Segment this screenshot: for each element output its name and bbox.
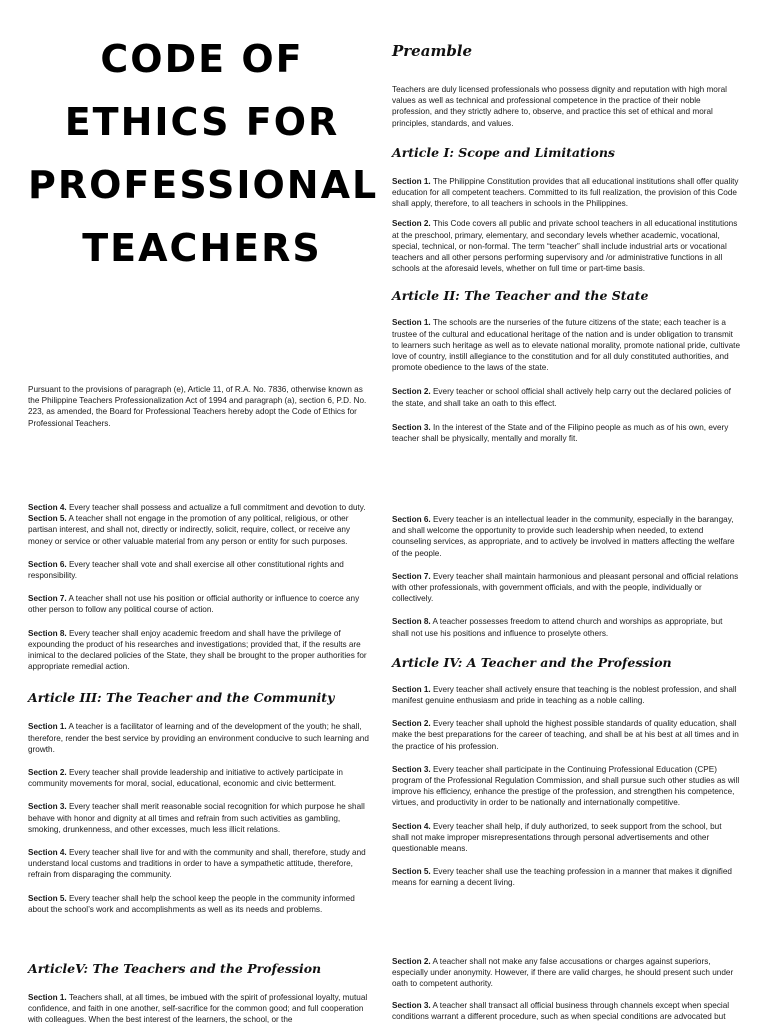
preamble-text: Teachers are duly licensed professionals who possess dignity and reputation with high moral values as well as technical and professional competence in the practice of their noble profession, and they strictly adhere to, observe, and practice this set of ethical and moral principles, standards, and values. [392,85,727,128]
document-title [28,28,379,280]
preamble-heading: Preamble [392,42,473,60]
intro-block [28,384,373,438]
article-5-section-2: Section 2. A teacher shall not make any false accusations or charges against superiors, especially under anonymity. However, if there are valid charges, he should present such under oath to competent authority. [392,957,734,989]
article-5-heading: ArticleV: The Teachers and the Profession [28,961,322,976]
article-4-section-3: Section 3. Every teacher shall participate in the Continuing Professional Education (CPE) program of the Professional Regulation Commission, and shall pursue such other studies as will improve his efficiency, enhance the prestige of the profession, and strengthen his competence, virtues, and productivity in order to be nationally and internationally competitive. [392,764,740,808]
title-line-1: CODE OF [100,37,304,81]
article-2-section-7: Section 7. A teacher shall not use his position or official authority or influence to coerce any other person to follow any political course of action. [28,594,360,615]
right-column-1 [392,42,740,453]
intro-paragraph: Pursuant to the provisions of paragraph (e), Article 11, of R.A. No. 7836, otherwise known as the Philippine Teachers Professionalization Act of 1994 and paragraph (a), section 6, P.D. No. 223, as amended, the Board for Professional Teachers hereby adopt the Code of Ethics for Professional Teachers. [28,385,367,428]
article-4-section-1: Section 1. Every teacher shall actively ensure that teaching is the noblest profession, and shall manifest genuine enthusiasm and pride in teaching as a noble calling. [392,684,737,706]
title-line-2: ETHICS FOR [64,100,340,144]
article-3-section-7: Section 7. Every teacher shall maintain harmonious and pleasant personal and official relations with other professionals, with government officials, and with the people, individually or collectively. [392,571,739,604]
article-4-section-4: Section 4. Every teacher shall help, if duly authorized, to seek support from the school, but shall not make improper misrepresentations through personal advertisements and other questionable means. [392,821,722,854]
article-1-section-1: Section 1. The Philippine Constitution provides that all educational institutions shall offer quality education for all competent teachers. Committed to its full realization, the provision of this Code shall apply, therefore, to all teachers in schools in the Philippines. [392,176,739,209]
article-3-section-6: Section 6. Every teacher is an intellectual leader in the community, especially in the barangay, and shall welcome the opportunity to provide such leadership when needed, to extend counseling services, as appropriate, and to actively be involved in matters affecting the welfare of the people. [392,515,735,558]
article-2-section-6: Section 6. Every teacher shall vote and shall exercise all other constitutional rights and responsibility. [28,559,344,581]
article-3-section-2: Section 2. Every teacher shall provide leadership and initiative to actively participate in community movements for moral, social, educational, economic and civic betterment. [28,768,343,789]
right-column-2 [392,514,740,898]
article-2-section-8: Section 8. Every teacher shall enjoy academic freedom and shall have the privilege of expounding the product of his researches and investigations; provided that, if the results are inimical to the declared policies of the State, they shall be brought to the proper authorities for appropriate remedial action. [28,628,367,672]
article-4-section-5: Section 5. Every teacher shall use the teaching profession in a manner that makes it dignified means for earning a decent living. [392,867,732,888]
article-5-section-3: Section 3. A teacher shall transact all official business through channels except when special conditions warrant a different procedure, such as when special conditions are advocated but [392,1000,730,1021]
article-3-section-1: Section 1. A teacher is a facilitator of learning and of the development of the youth; he shall, therefore, render the best service by providing an environment conducive to such learning and growth. [28,722,369,754]
article-3-section-5: Section 5. Every teacher shall help the school keep the people in the community informed about the school’s work and accomplishments as well as its needs and problems. [28,893,355,914]
article-2-section-4: Section 4. Every teacher shall possess and actualize a full commitment and devotion to duty. [28,503,366,512]
article-2-section-5: Section 5. A teacher shall not engage in the promotion of any political, religious, or other partisan interest, and shall not, directly or indirectly, solicit, require, collect, or receive any money or service or other valuable material from any person or entity for such purposes. [28,514,351,546]
article-3-section-3: Section 3. Every teacher shall merit reasonable social recognition for which purpose he shall behave with honor and dignity at all times and refrain from such activities as gambling, smoking, drunkenness, and other excesses, much less illicit relations. [28,802,365,834]
article-2-section-2: Section 2. Every teacher or school official shall actively help carry out the declared policies of the state, and shall take an oath to this effect. [392,387,731,408]
title-line-3: PROFESSIONAL [28,163,379,207]
article-3-section-8: Section 8. A teacher possesses freedom to attend church and worships as appropriate, but shall not use his positions and influence to proselyte others. [392,617,723,638]
article-3-heading: Article III: The Teacher and the Community [28,690,335,706]
right-column-3 [392,956,740,1031]
article-2-section-1: Section 1. The schools are the nurseries of the future citizens of the state; each teacher is a trustee of the cultural and educational heritage of the nation and is under obligation to transmit to learners such heritage as well as to elevate national morality, promote national pride, cultivate love of country, instill allegiance to the constitution and for all duly constituted authorities, and promote obedience to the laws of the state. [392,318,741,373]
left-column-2 [28,502,373,924]
article-2-heading: Article II: The Teacher and the State [392,288,649,304]
article-4-section-2: Section 2. Every teacher shall uphold the highest possible standards of quality education, shall make the best preparations for the career of teaching, and shall be at his best at all times and in the practice of his profession. [392,719,739,751]
article-5-section-1: Section 1. Teachers shall, at all times, be imbued with the spirit of professional loyalty, mutual confidence, and faith in one another, self-sacrifice for the common good; and full cooperation with colleagues. When the best interest of the learners, the school, or the [28,993,368,1025]
article-1-heading: Article I: Scope and Limitations [392,144,615,160]
article-4-heading: Article IV: A Teacher and the Profession [392,654,672,670]
article-1-section-2: Section 2. This Code covers all public and private school teachers in all educational institutions at the preschool, primary, elementary, and secondary levels whether academic, vocational, special, technical, or non-formal. The term “teacher” shall include industrial arts or vocational teachers and all other persons performing supervisory and /or administrative functions in all schools at the aforesaid levels, whether on full time or part-time basis. [392,219,738,274]
article-3-section-4: Section 4. Every teacher shall live for and with the community and shall, therefore, study and understand local customs and traditions in order to have a sympathetic attitude, therefore, refrain from disparaging the community. [28,848,366,880]
title-line-4: TEACHERS [82,226,322,270]
article-2-section-3: Section 3. In the interest of the State and of the Filipino people as much as of his own, every teacher shall be physically, mentally and morally fit. [392,422,729,444]
